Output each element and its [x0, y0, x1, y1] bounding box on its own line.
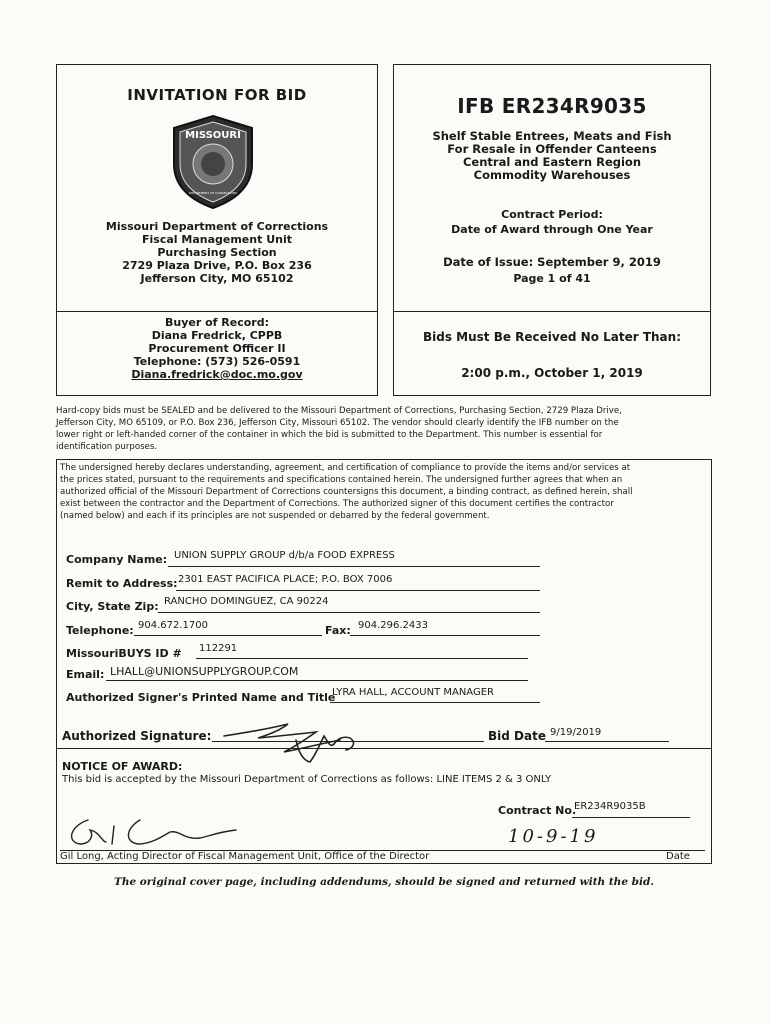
buyer-line: Telephone: (573) 526-0591	[133, 355, 301, 368]
subject-block	[393, 130, 711, 182]
agency-line: Purchasing Section	[157, 246, 277, 259]
director-name: Gil Long, Acting Director of Fiscal Management Unit, Office of the Director	[60, 851, 430, 862]
declaration-line: exist between the contractor and the Department of Corrections. The authorized signer of this document certifies the contractor	[60, 499, 614, 509]
remit-label: Remit to Address:	[66, 577, 178, 590]
signer-name-field[interactable]: LYRA HALL, ACCOUNT MANAGER	[332, 687, 494, 698]
award-text: This bid is accepted by the Missouri Department of Corrections as follows: LINE ITEMS 2 & 3 ONLY	[62, 774, 552, 785]
bids-due-time: 2:00 p.m., October 1, 2019	[461, 366, 643, 380]
declaration-line: the prices stated, pursuant to the requirements and specifications contained herein. The undersigned further agrees that when an	[60, 475, 623, 485]
buyer-email-link[interactable]: Diana.fredrick@doc.mo.gov	[131, 368, 303, 381]
declaration-line: authorized official of the Missouri Department of Corrections countersigns this document, a binding contract, as defined herein, shall	[60, 487, 633, 497]
signer-label: Authorized Signer's Printed Name and Title	[66, 691, 336, 704]
contract-number-label: Contract No.	[498, 804, 577, 817]
subject-line: Commodity Warehouses	[473, 168, 631, 182]
bid-date-field[interactable]: 9/19/2019	[550, 727, 602, 738]
page-number: Page 1 of 41	[513, 272, 591, 285]
remit-address-field[interactable]: 2301 EAST PACIFICA PLACE; P.O. BOX 7006	[178, 574, 393, 585]
contract-period: Date of Award through One Year	[451, 223, 653, 236]
subject-line: For Resale in Offender Canteens	[447, 142, 657, 156]
contract-number: ER234R9035B	[574, 801, 646, 812]
declaration	[60, 462, 710, 522]
buyer-line: Procurement Officer II	[148, 342, 286, 355]
agency-line: Jefferson City, MO 65102	[140, 272, 294, 285]
footer-note: The original cover page, including addendums, should be signed and returned with the bid.	[114, 876, 654, 888]
bids-due-label: Bids Must Be Received No Later Than:	[423, 330, 681, 344]
city-state-zip-field[interactable]: RANCHO DOMINGUEZ, CA 90224	[164, 596, 329, 607]
seal-subtext: DEPARTMENT OF CORRECTIONS	[189, 191, 237, 195]
contract-period-label: Contract Period:	[501, 208, 603, 221]
missouribuys-label: MissouriBUYS ID #	[66, 647, 182, 660]
ifb-number: IFB ER234R9035	[457, 94, 647, 118]
instruction-line: Jefferson City, MO 65109, or P.O. Box 236, Jefferson City, Missouri 65102. The vendor should clearly identify the IFB number on the	[56, 418, 619, 428]
agency-line: Missouri Department of Corrections	[105, 220, 329, 233]
fax-field[interactable]: 904.296.2433	[358, 620, 428, 631]
email-field[interactable]: LHALL@UNIONSUPPLYGROUP.COM	[110, 665, 299, 678]
declaration-line: The undersigned hereby declares understanding, agreement, and certification of compliance to provide the items and/or services at	[60, 463, 631, 473]
missouribuys-id-field[interactable]: 112291	[199, 643, 238, 654]
director-signature	[60, 812, 250, 852]
company-name-field[interactable]: UNION SUPPLY GROUP d/b/a FOOD EXPRESS	[174, 550, 395, 561]
buyer-line: Buyer of Record:	[165, 316, 269, 329]
buyer-line: Diana Fredrick, CPPB	[151, 329, 283, 342]
seal-text: MISSOURI	[185, 130, 241, 141]
agency-line: Fiscal Management Unit	[142, 233, 292, 246]
subject-line: Shelf Stable Entrees, Meats and Fish	[432, 129, 672, 143]
page-title: INVITATION FOR BID	[127, 86, 307, 104]
agency-block	[56, 220, 378, 285]
city-label: City, State Zip:	[66, 600, 159, 613]
award-date-handwritten: 10-9-19	[508, 826, 599, 847]
signature-label: Authorized Signature:	[62, 729, 212, 743]
declaration-line: (named below) and each if its principles are not suspended or debarred by the federal government.	[60, 511, 490, 521]
instruction-line: lower right or left-handed corner of the container in which the bid is submitted to the Department. This number is essential for	[56, 430, 603, 440]
issue-date: Date of Issue: September 9, 2019	[443, 255, 661, 269]
phone-label: Telephone:	[66, 624, 134, 637]
award-title: NOTICE OF AWARD:	[62, 760, 183, 773]
company-label: Company Name:	[66, 553, 168, 566]
buyer-block	[56, 316, 378, 381]
missouri-seal-logo	[170, 114, 256, 210]
instruction-line: identification purposes.	[56, 442, 158, 452]
fax-label: Fax:	[325, 624, 351, 637]
bid-date-label: Bid Date	[488, 729, 546, 743]
email-label: Email:	[66, 668, 105, 681]
bids-due-box	[393, 311, 711, 396]
instruction-line: Hard-copy bids must be SEALED and be delivered to the Missouri Department of Corrections, Purchasing Section, 2729 Plaza Drive,	[56, 406, 622, 416]
date-label: Date	[666, 851, 690, 862]
subject-line: Central and Eastern Region	[462, 155, 642, 169]
agency-line: 2729 Plaza Drive, P.O. Box 236	[122, 259, 312, 272]
instructions	[56, 405, 716, 453]
telephone-field[interactable]: 904.672.1700	[138, 620, 208, 631]
